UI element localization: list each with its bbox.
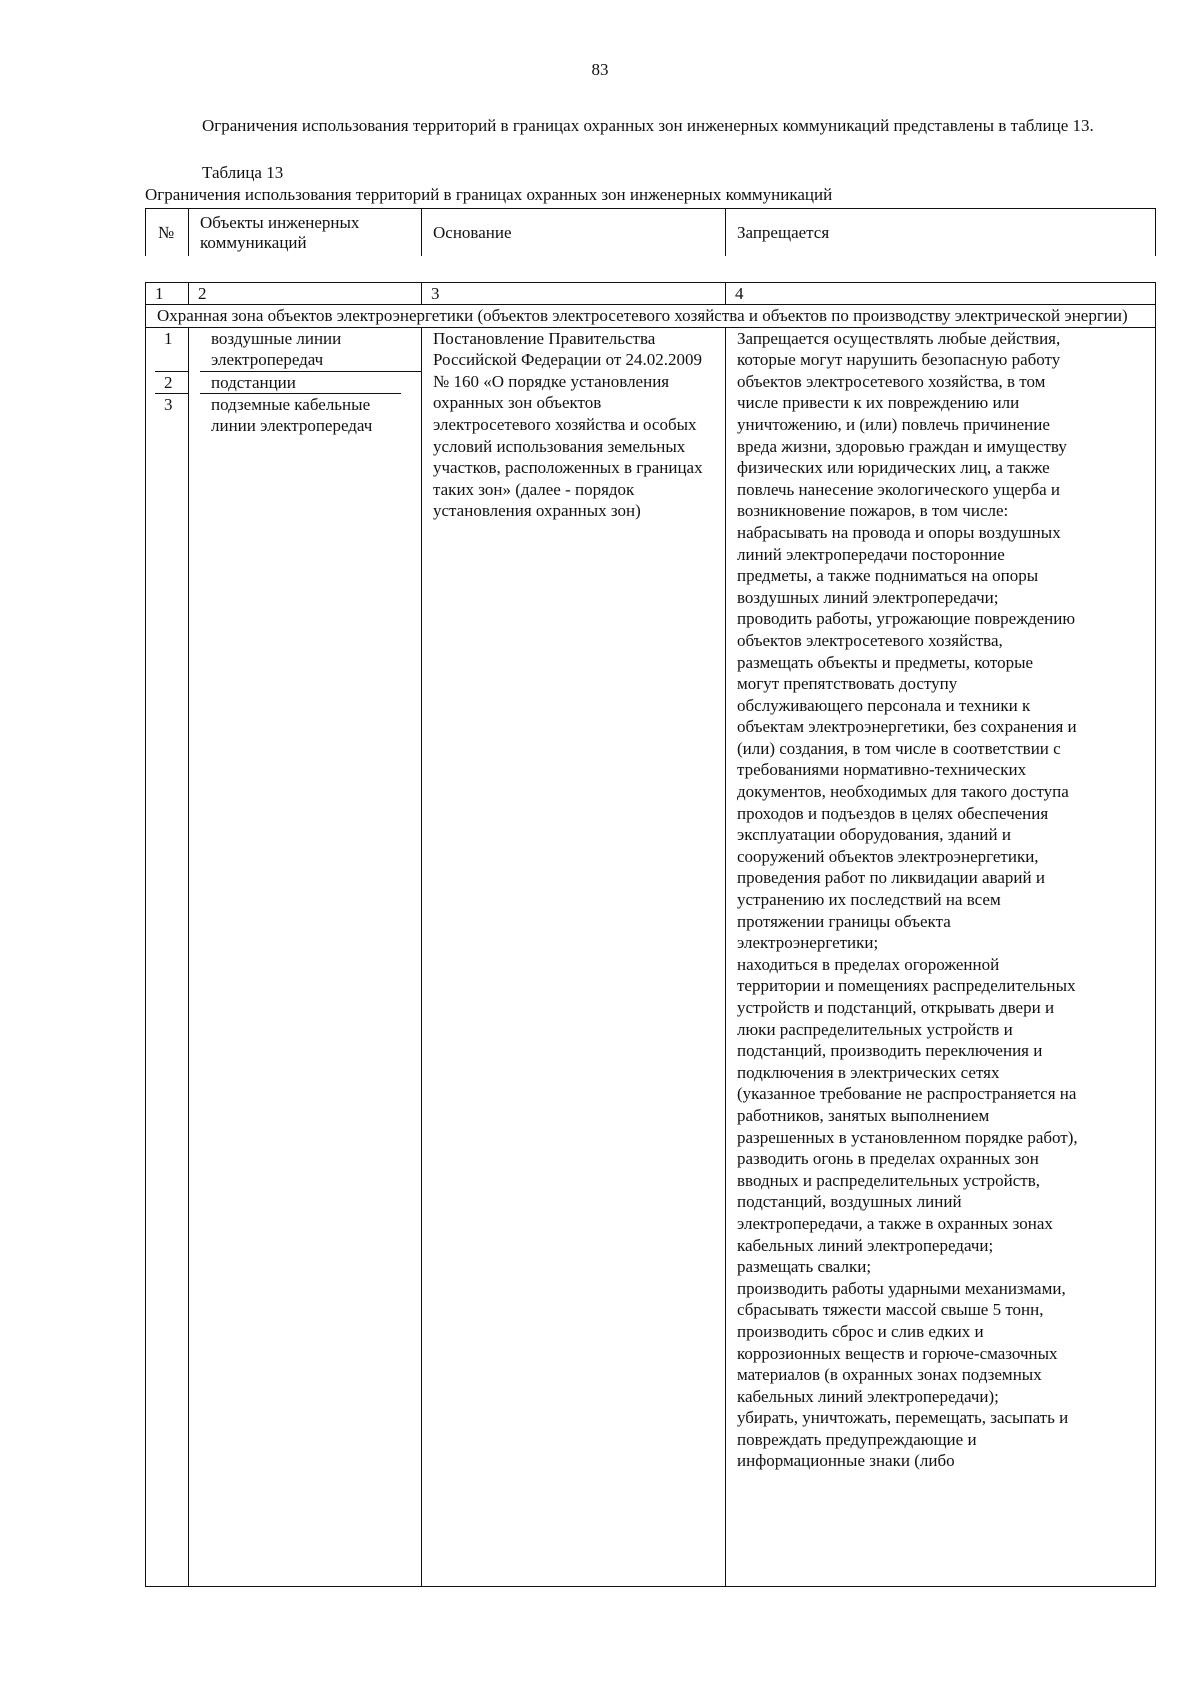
forbidden-line: работников, занятых выполнением [737,1105,990,1125]
forbidden-line: набрасывать на провода и опоры воздушных [737,522,1061,542]
forbidden-line: физических или юридических лиц, а также [737,458,1050,478]
table-label: Таблица 13 [202,163,284,182]
forbidden-line: находиться в пределах огороженной [737,954,1000,974]
forbidden-line: линий электропередачи посторонние [737,544,1005,564]
forbidden-line: вводных и распределительных устройств, [737,1170,1041,1190]
forbidden-line: числе привести к их повреждению или [737,393,1020,413]
section-row [146,305,1156,328]
forbidden-line: устройств и подстанций, открывать двери и [737,998,1055,1017]
forbidden-text [737,328,1151,1472]
forbidden-line: разрешенных в установленном порядке работ), [737,1127,1078,1147]
restrictions-table [145,282,1156,1587]
forbidden-line: кабельных линий электропередачи; [737,1235,994,1255]
column-number-row [146,283,1156,305]
forbidden-line: подстанций, производить переключения и [737,1041,1043,1061]
row-object: подстанции [200,371,421,393]
forbidden-line: проходов и подъездов в целях обеспечения [737,803,1049,823]
forbidden-line: размещать свалки; [737,1257,872,1277]
row-numbers-cell [146,327,189,1586]
forbidden-line: повлечь нанесение экологического ущерба и [737,479,1061,499]
header-forbidden: Запрещается [726,209,1156,257]
forbidden-line: могут препятствовать доступу [737,674,958,694]
forbidden-line: документов, необходимых для такого доступа [737,782,1069,802]
row-object: подземные кабельные линии электропередач [200,393,401,437]
forbidden-line: объектам электроэнергетики, без сохранения и [737,717,1077,737]
row-number: 3 [155,393,188,416]
forbidden-line: повреждать предупреждающие и [737,1429,977,1449]
forbidden-line: воздушных линий электропередачи; [737,587,999,607]
header-objects: Объекты инженерных коммуникаций [189,209,422,257]
forbidden-line: подстанций, воздушных линий [737,1192,962,1212]
intro-paragraph: Ограничения использования территорий в границах охранных зон инженерных коммуникаций представлены в таблице 13. [202,116,1094,135]
forbidden-line: размещать объекты и предметы, которые [737,652,1034,672]
column-number: 1 [146,283,189,305]
forbidden-line: (или) создания, в том числе в соответствии с [737,738,1061,758]
forbidden-line: сооружений объектов электроэнергетики, [737,846,1039,866]
forbidden-line: материалов (в охранных зонах подземных [737,1365,1042,1385]
forbidden-line: объектов электросетевого хозяйства, [737,630,1003,650]
forbidden-line: которые могут нарушить безопасную работу [737,350,1061,370]
forbidden-line: убирать, уничтожать, перемещать, засыпать и [737,1408,1069,1428]
column-number: 3 [422,283,726,305]
row-object: воздушные линии электропередач [211,328,342,370]
forbidden-line: вреда жизни, здоровью граждан и имуществу [737,436,1067,456]
forbidden-line: уничтожению, и (или) повлечь причинение [737,414,1050,434]
forbidden-line: устранению их последствий на всем [737,890,1001,910]
forbidden-line: кабельных линий электропередачи); [737,1386,999,1406]
basis-cell: Постановление Правительства Российской Федерации от 24.02.2009 № 160 «О порядке установления охранных зон объектов электросетевого хозяйства и особых условий использования земельных участков, расположенных в границах таких зон» (далее - порядок установления охранных зон) [422,327,726,1586]
forbidden-line: обслуживающего персонала и техники к [737,695,1031,715]
forbidden-line: эксплуатации оборудования, зданий и [737,825,1011,845]
header-number: № [146,209,189,257]
forbidden-line: разводить огонь в пределах охранных зон [737,1149,1039,1169]
row-objects-cell [189,327,422,1586]
forbidden-line: объектов электросетевого хозяйства, в том [737,371,1046,391]
forbidden-line: протяжении границы объекта [737,911,951,931]
section-title: Охранная зона объектов электроэнергетики (объектов электросетевого хозяйства и объектов по производству электрической энергии) [146,305,1156,328]
forbidden-line: проводить работы, угрожающие повреждению [737,609,1076,629]
forbidden-line: подключения в электрических сетях [737,1062,1000,1082]
forbidden-line: электроэнергетики; [737,933,879,953]
page-number: 83 [591,60,609,79]
forbidden-line: требованиями нормативно-технических [737,760,1027,780]
row-number: 1 [164,328,173,348]
table-title: Ограничения использования территорий в границах охранных зон инженерных коммуникаций [145,185,833,204]
forbidden-line: предметы, а также подниматься на опоры [737,566,1039,586]
forbidden-line: сбрасывать тяжести массой свыше 5 тонн, [737,1300,1044,1320]
forbidden-line: (указанное требование не распространяется на [737,1084,1077,1104]
table-header [145,208,1156,256]
forbidden-line: информационные знаки (либо [737,1451,955,1471]
forbidden-line: электропередачи, а также в охранных зонах [737,1213,1053,1233]
header-basis: Основание [422,209,726,257]
forbidden-line: производить работы ударными механизмами, [737,1278,1066,1298]
row-number: 2 [155,371,188,393]
forbidden-line: возникновение пожаров, в том числе: [737,501,1009,521]
column-number: 2 [189,283,422,305]
forbidden-line: Запрещается осуществлять любые действия, [737,328,1061,348]
forbidden-line: территории и помещениях распределительных [737,976,1076,996]
forbidden-cell [726,327,1156,1586]
forbidden-line: коррозионных веществ и горюче-смазочных [737,1343,1058,1363]
forbidden-line: люки распределительных устройств и [737,1019,1013,1039]
column-number: 4 [726,283,1156,305]
forbidden-line: производить сброс и слив едких и [737,1321,984,1341]
forbidden-line: проведения работ по ликвидации аварий и [737,868,1045,888]
table-row [146,327,1156,1586]
